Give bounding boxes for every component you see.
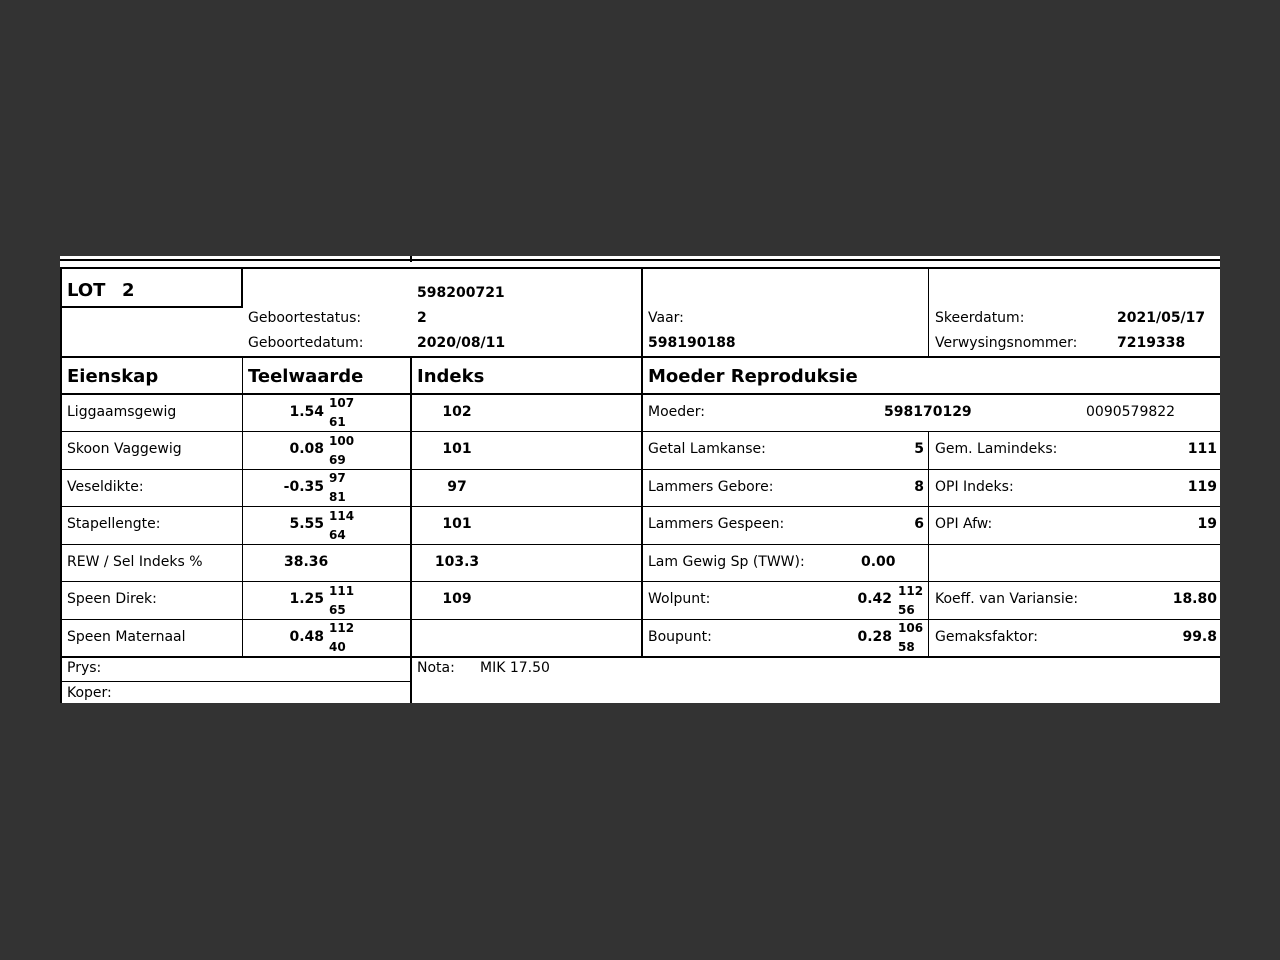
- wool-point-top: 112: [898, 584, 924, 598]
- trait-name: Liggaamsgewig: [67, 404, 177, 420]
- trait-sup-top: 112: [329, 621, 355, 635]
- trait-name: Speen Direk:: [67, 591, 157, 607]
- trait-name: Veseldikte:: [67, 479, 144, 495]
- lot-number: 2: [122, 280, 135, 301]
- trait-sup-bottom: 65: [329, 603, 346, 617]
- weaning-weight-label: Lam Gewig Sp (TWW):: [648, 554, 805, 570]
- lot-sheet: [60, 256, 1220, 703]
- trait-index: 102: [442, 404, 472, 420]
- shear-date-value: 2021/05/17: [1117, 310, 1206, 326]
- trait-sup-top: 114: [329, 509, 355, 523]
- trait-value: 0.48: [289, 629, 324, 645]
- divider: [60, 269, 62, 357]
- conformation-label: Boupunt:: [648, 629, 712, 645]
- trait-index: 101: [442, 516, 472, 532]
- trait-sup-top: 100: [329, 434, 355, 448]
- trait-sup-bottom: 61: [329, 415, 346, 429]
- cv-label: Koeff. van Variansie:: [935, 591, 1079, 607]
- birth-date-value: 2020/08/11: [417, 335, 506, 351]
- trait-name: Stapellengte:: [67, 516, 161, 532]
- weaning-weight-value: 0.00: [861, 554, 896, 570]
- wool-point-label: Wolpunt:: [648, 591, 711, 607]
- divider: [60, 544, 1220, 545]
- dam-label: Moeder:: [648, 404, 705, 420]
- opi-dev-value: 19: [1197, 516, 1217, 532]
- animal-id: 598200721: [417, 285, 505, 301]
- divider: [60, 267, 1220, 269]
- trait-index: 103.3: [434, 554, 480, 570]
- divider: [410, 356, 412, 703]
- trait-value: 0.08: [289, 441, 324, 457]
- opi-index-value: 119: [1187, 479, 1217, 495]
- header-dam-reproduction: Moeder Reproduksie: [648, 366, 858, 387]
- conformation-value: 0.28: [857, 629, 892, 645]
- dam-id: 598170129: [884, 404, 972, 420]
- divider: [60, 581, 1220, 582]
- opi-index-label: OPI Indeks:: [935, 479, 1014, 495]
- price-label: Prys:: [67, 660, 102, 676]
- divider: [60, 619, 1220, 620]
- trait-sup-top: 111: [329, 584, 355, 598]
- trait-sup-bottom: 69: [329, 453, 346, 467]
- divider: [60, 469, 1220, 470]
- wool-point-value: 0.42: [857, 591, 892, 607]
- trait-sup-top: 97: [329, 471, 346, 485]
- lambs-born-value: 8: [914, 479, 924, 495]
- trait-value: 38.36: [284, 554, 329, 570]
- divider: [60, 681, 411, 682]
- trait-name: REW / Sel Indeks %: [67, 554, 203, 570]
- lot-label: LOT: [67, 280, 106, 301]
- lambs-weaned-label: Lammers Gespeen:: [648, 516, 785, 532]
- trait-sup-bottom: 81: [329, 490, 346, 504]
- lambs-weaned-value: 6: [914, 516, 924, 532]
- reference-value: 7219338: [1117, 335, 1186, 351]
- buyer-label: Koper:: [67, 685, 112, 701]
- shear-date-label: Skeerdatum:: [935, 310, 1025, 326]
- header-breeding-value: Teelwaarde: [248, 366, 364, 387]
- divider: [60, 506, 1220, 507]
- divider: [60, 306, 243, 308]
- conformation-bottom: 58: [898, 640, 915, 654]
- conformation-top: 106: [898, 621, 924, 635]
- divider: [641, 269, 643, 357]
- note-value: MIK 17.50: [480, 660, 550, 676]
- trait-sup-top: 107: [329, 396, 355, 410]
- divider: [60, 393, 1220, 395]
- trait-value: -0.35: [283, 479, 324, 495]
- trait-name: Speen Maternaal: [67, 629, 186, 645]
- divider: [928, 269, 929, 357]
- divider: [410, 256, 412, 262]
- wool-point-bottom: 56: [898, 603, 915, 617]
- trait-index: 97: [447, 479, 467, 495]
- divider: [60, 656, 1220, 658]
- trait-sup-bottom: 40: [329, 640, 346, 654]
- comfort-factor-label: Gemaksfaktor:: [935, 629, 1038, 645]
- divider: [60, 431, 1220, 432]
- divider: [60, 259, 1220, 261]
- cv-value: 18.80: [1172, 591, 1217, 607]
- avg-lamb-index-label: Gem. Lamindeks:: [935, 441, 1058, 457]
- divider: [241, 269, 243, 307]
- trait-value: 1.54: [289, 404, 324, 420]
- sire-id: 598190188: [648, 335, 736, 351]
- divider: [60, 356, 62, 703]
- trait-sup-bottom: 64: [329, 528, 346, 542]
- avg-lamb-index-value: 111: [1187, 441, 1217, 457]
- trait-index: 109: [442, 591, 472, 607]
- opi-dev-label: OPI Afw:: [935, 516, 993, 532]
- header-index: Indeks: [417, 366, 485, 387]
- dam-alt-id: 0090579822: [1086, 404, 1176, 420]
- trait-name: Skoon Vaggewig: [67, 441, 182, 457]
- sire-label: Vaar:: [648, 310, 684, 326]
- trait-value: 1.25: [289, 591, 324, 607]
- lambings-value: 5: [914, 441, 924, 457]
- birth-date-label: Geboortedatum:: [248, 335, 364, 351]
- divider: [60, 356, 1220, 358]
- note-label: Nota:: [417, 660, 455, 676]
- birth-status-label: Geboortestatus:: [248, 310, 362, 326]
- lambings-label: Getal Lamkanse:: [648, 441, 766, 457]
- trait-index: 101: [442, 441, 472, 457]
- header-trait: Eienskap: [67, 366, 159, 387]
- birth-status-value: 2: [417, 310, 427, 326]
- trait-value: 5.55: [289, 516, 324, 532]
- comfort-factor-value: 99.8: [1182, 629, 1217, 645]
- lambs-born-label: Lammers Gebore:: [648, 479, 774, 495]
- reference-label: Verwysingsnommer:: [935, 335, 1078, 351]
